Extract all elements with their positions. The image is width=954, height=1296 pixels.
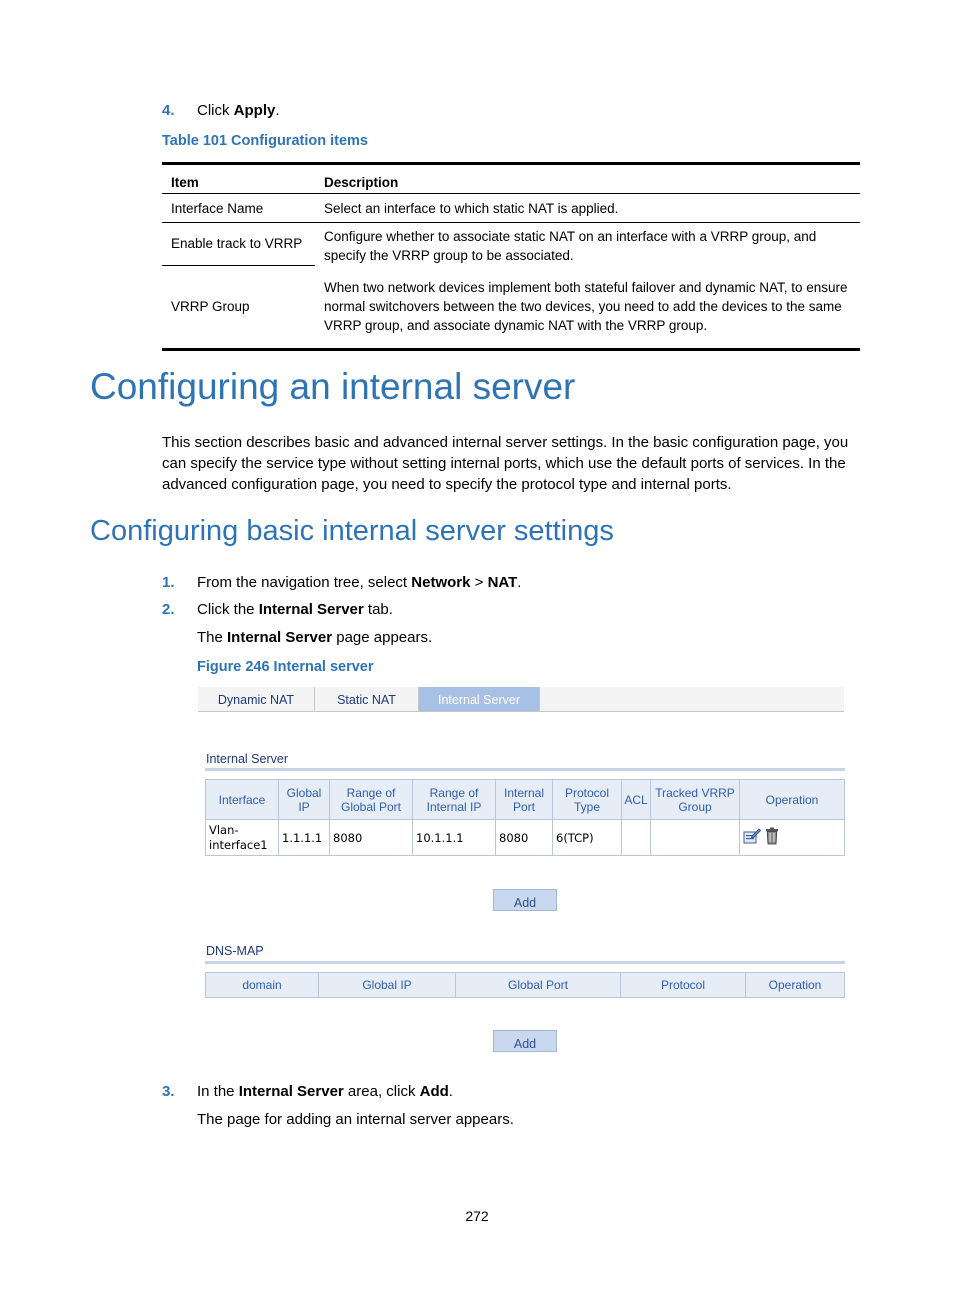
- col-range-global-port: Range of Global Port: [330, 780, 413, 820]
- internal-server-table: [205, 779, 845, 856]
- page-number: 272: [465, 1208, 489, 1224]
- section-divider: [205, 961, 845, 964]
- table-header-row: [206, 973, 845, 998]
- tab-static-nat[interactable]: Static NAT: [315, 687, 419, 711]
- step-number: 2.: [162, 601, 175, 618]
- intro-paragraph: This section describes basic and advanced internal server settings. In the basic configuration page, you can specify the service type without setting internal ports, which use the default ports of services. In the advanced configuration page, you need to specify the protocol type and internal ports.: [162, 434, 849, 493]
- table-row: [206, 820, 845, 856]
- table-row: [162, 194, 860, 223]
- col-range-internal-ip: Range of Internal IP: [413, 780, 496, 820]
- figure-caption: Figure 246 Internal server: [197, 659, 374, 675]
- col-operation: Operation: [740, 780, 845, 820]
- desc-cell: Select an interface to which static NAT is applied.: [315, 194, 860, 223]
- add-dns-map-button[interactable]: Add: [493, 1030, 557, 1052]
- step-number: 4.: [162, 102, 175, 119]
- table-caption: Table 101 Configuration items: [162, 133, 368, 149]
- step-2: [162, 599, 862, 620]
- col-interface: Interface: [206, 780, 279, 820]
- add-internal-server-button[interactable]: Add: [493, 889, 557, 911]
- step-1: [162, 572, 862, 593]
- header-item: Item: [162, 164, 315, 194]
- table-header-row: [206, 780, 845, 820]
- desc-cell: When two network devices implement both stateful failover and dynamic NAT, to ensure normal switchovers between the two devices, you need to add the devices to the same VRRP group, and associate dynamic NAT with the VRRP group.: [315, 265, 860, 349]
- col-tracked-vrrp-group: Tracked VRRP Group: [651, 780, 740, 820]
- cell-vrrp: [651, 820, 740, 856]
- item-cell: Enable track to VRRP: [162, 223, 315, 266]
- step-2-note: The Internal Server page appears.: [197, 629, 433, 646]
- delete-icon[interactable]: [765, 827, 779, 848]
- item-cell: Interface Name: [162, 194, 315, 223]
- heading-configuring-internal-server: Configuring an internal server: [90, 366, 576, 407]
- cell-acl: [622, 820, 651, 856]
- col-internal-port: Internal Port: [496, 780, 553, 820]
- edit-icon[interactable]: [743, 827, 761, 848]
- col-protocol: Protocol: [621, 973, 746, 998]
- internal-server-section-label: Internal Server: [206, 752, 288, 766]
- tab-bar: [198, 687, 844, 712]
- step-text: From the navigation tree, select Network > NAT.: [197, 574, 522, 591]
- desc-cell: Configure whether to associate static NAT on an interface with a VRRP group, and specify the VRRP group to be associated.: [324, 229, 817, 263]
- item-cell: VRRP Group: [162, 265, 315, 349]
- step-text: Click Apply.: [197, 102, 280, 119]
- step-text: In the Internal Server area, click Add.: [197, 1083, 453, 1100]
- section-divider: [205, 768, 845, 771]
- cell-internal-port: 8080: [496, 820, 553, 856]
- cell-internal-ip: 10.1.1.1: [413, 820, 496, 856]
- cell-global-ip: 1.1.1.1: [279, 820, 330, 856]
- col-operation: Operation: [746, 973, 845, 998]
- cell-protocol: 6(TCP): [553, 820, 622, 856]
- cell-global-port: 8080: [330, 820, 413, 856]
- col-acl: ACL: [622, 780, 651, 820]
- step-number: 1.: [162, 574, 175, 591]
- config-table: [162, 162, 860, 351]
- cell-interface: Vlan-interface1: [206, 820, 279, 856]
- step-3: [162, 1081, 862, 1102]
- dns-map-table: [205, 972, 845, 998]
- cell-operation: [740, 820, 845, 856]
- table-row: [162, 223, 860, 266]
- tab-internal-server[interactable]: Internal Server: [419, 687, 540, 711]
- step-3-note: The page for adding an internal server appears.: [197, 1111, 514, 1128]
- col-global-port: Global Port: [456, 973, 621, 998]
- col-protocol-type: Protocol Type: [553, 780, 622, 820]
- col-global-ip: Global IP: [319, 973, 456, 998]
- step-number: 3.: [162, 1083, 175, 1100]
- heading-basic-settings: Configuring basic internal server settings: [90, 515, 614, 547]
- step-4: [162, 100, 280, 121]
- tab-dynamic-nat[interactable]: Dynamic NAT: [198, 687, 315, 711]
- header-description: Description: [315, 164, 860, 194]
- col-domain: domain: [206, 973, 319, 998]
- step-text: Click the Internal Server tab.: [197, 601, 393, 618]
- col-global-ip: Global IP: [279, 780, 330, 820]
- dns-map-section-label: DNS-MAP: [206, 944, 264, 958]
- table-row: [162, 265, 860, 349]
